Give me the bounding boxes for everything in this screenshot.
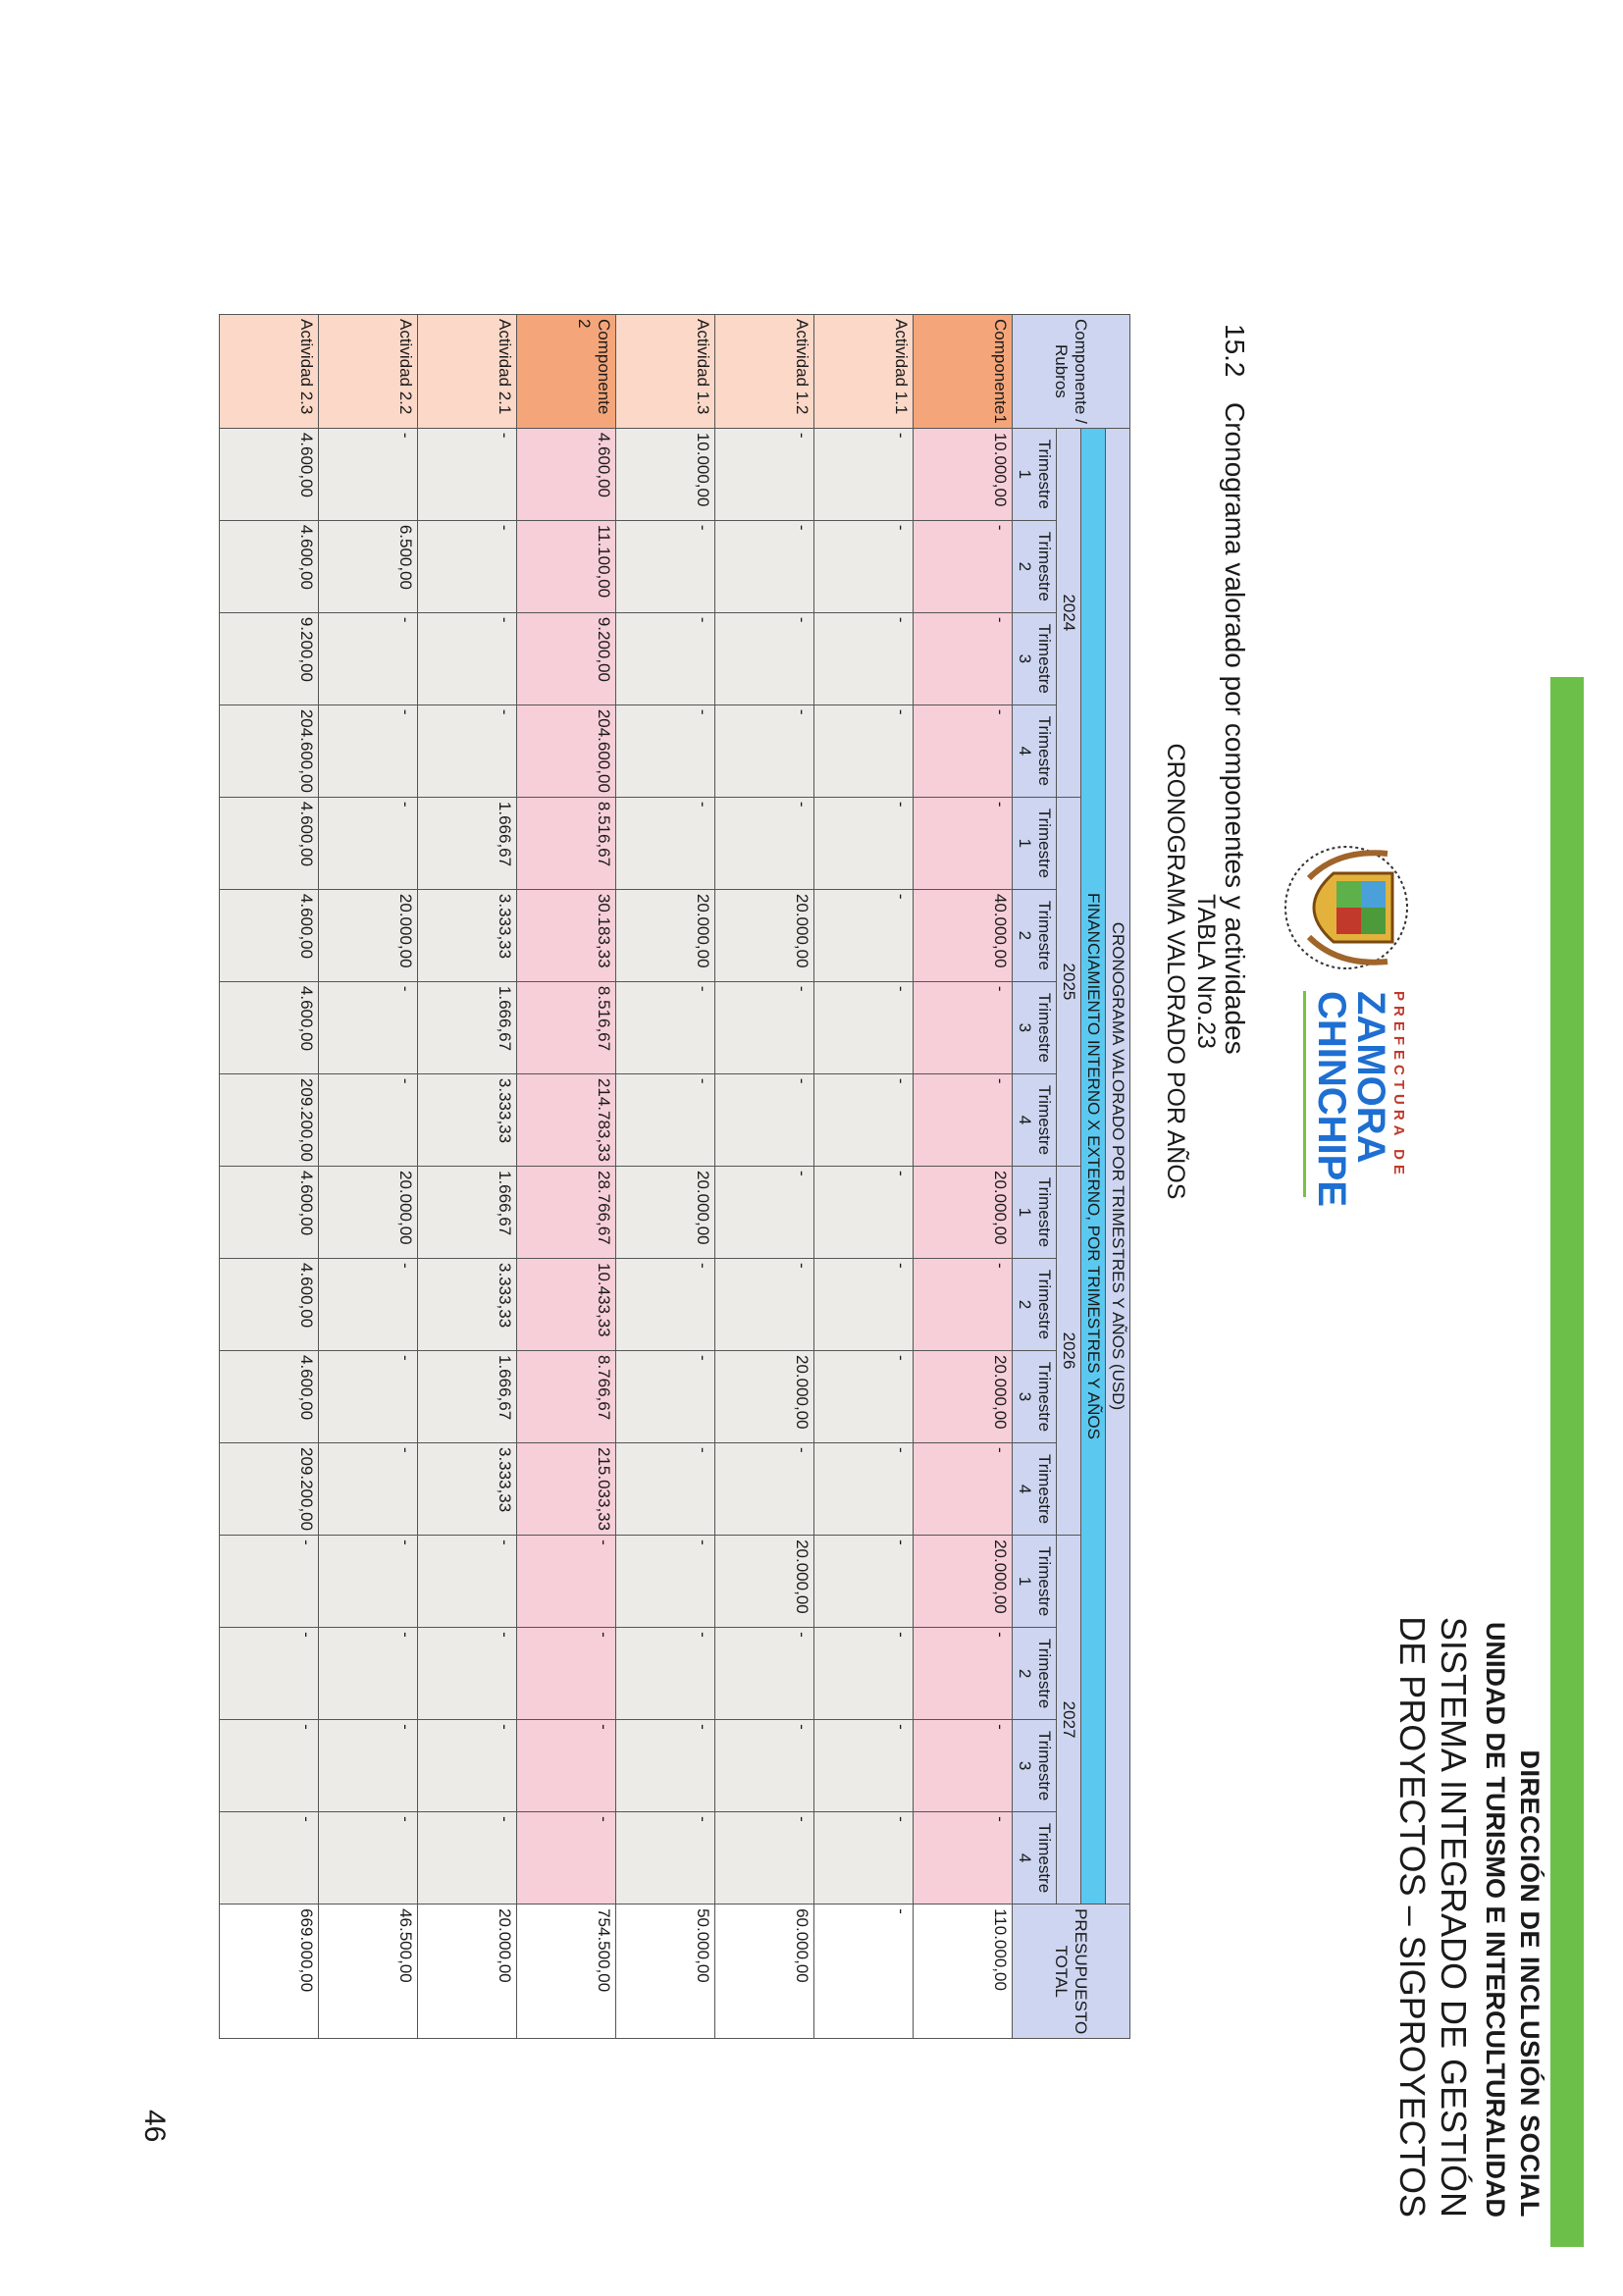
value-cell: - [517,1720,616,1812]
value-cell: - [220,1628,319,1720]
quarter-header: Trimestre 3 [1013,1351,1057,1443]
value-cell: 20.000,00 [914,1536,1013,1628]
row-label: Componente 2 [517,315,616,429]
value-cell: - [715,1628,814,1720]
value-cell: - [616,612,715,704]
table-row [319,315,418,2039]
value-cell: - [418,612,517,704]
year-header: 2025 [1057,797,1081,1166]
value-cell: 4.600,00 [220,889,319,981]
quarter-header: Trimestre 4 [1013,1443,1057,1536]
prefectura-logo [1250,834,1417,1207]
value-cell: 10.433,33 [517,1259,616,1351]
value-cell: - [616,1720,715,1812]
value-cell: 215.033,33 [517,1443,616,1536]
value-cell: - [418,704,517,797]
quarter-header: Trimestre 2 [1013,1259,1057,1351]
value-cell: 20.000,00 [319,1167,418,1259]
value-cell: 204.600,00 [220,704,319,797]
value-cell: 11.100,00 [517,520,616,612]
value-cell: 209.200,00 [220,1073,319,1166]
value-cell: 8.516,67 [517,797,616,889]
value-cell: - [715,981,814,1073]
value-cell: - [220,1720,319,1812]
quarter-header: Trimestre 3 [1013,981,1057,1073]
value-cell: - [319,1259,418,1351]
value-cell: - [914,704,1013,797]
value-cell: 20.000,00 [715,889,814,981]
value-cell: - [517,1536,616,1628]
value-cell: - [616,520,715,612]
value-cell: 4.600,00 [220,1351,319,1443]
value-cell: - [418,1628,517,1720]
value-cell: - [715,704,814,797]
value-cell: - [814,704,914,797]
coat-of-arms-icon [1280,834,1417,981]
value-cell: - [814,1628,914,1720]
row-label: Actividad 1.3 [616,315,715,429]
value-cell: - [715,1443,814,1536]
value-cell: - [616,1628,715,1720]
value-cell: - [814,520,914,612]
quarter-header: Trimestre 3 [1013,612,1057,704]
header-line-2: UNIDAD DE TURISMO E INTERCULTURALIDAD [1481,1622,1510,2218]
value-cell: 10.000,00 [914,428,1013,520]
value-cell: - [319,1812,418,1905]
value-cell: - [814,1720,914,1812]
value-cell: - [814,428,914,520]
year-header: 2027 [1057,1536,1081,1905]
section-title: Cronograma valorado por componentes y actividades [1220,402,1250,1055]
value-cell: - [814,1536,914,1628]
quarter-header: Trimestre 1 [1013,797,1057,889]
value-cell: - [814,1351,914,1443]
value-cell: 3.333,33 [418,1259,517,1351]
value-cell: - [319,1536,418,1628]
total-cell: 754.500,00 [517,1905,616,2039]
value-cell: - [319,1443,418,1536]
section-heading [1219,324,1250,1055]
value-cell: - [814,889,914,981]
value-cell: - [715,520,814,612]
value-cell: - [616,1351,715,1443]
financing-band: FINANCIAMIENTO INTERNO X EXTERNO, POR TRIMESTRES Y AÑOS [1081,428,1106,1904]
value-cell: - [914,797,1013,889]
table-row [616,315,715,2039]
value-cell: - [517,1812,616,1905]
value-cell: - [616,1443,715,1536]
institution-header [1391,1354,1544,2218]
value-cell: 20.000,00 [616,1167,715,1259]
table-row [914,315,1013,2039]
table-row [418,315,517,2039]
year-header: 2024 [1057,428,1081,797]
quarter-header: Trimestre 2 [1013,520,1057,612]
total-cell: 669.000,00 [220,1905,319,2039]
value-cell: 3.333,33 [418,889,517,981]
logo-underline [1303,991,1306,1197]
value-cell: 20.000,00 [715,1536,814,1628]
value-cell: 28.766,67 [517,1167,616,1259]
logo-wordmark [1303,991,1407,1207]
value-cell: 3.333,33 [418,1073,517,1166]
value-cell: - [715,797,814,889]
value-cell: - [914,1073,1013,1166]
value-cell: 1.666,67 [418,1351,517,1443]
green-header-bar [1550,677,1584,2247]
value-cell: 20.000,00 [914,1351,1013,1443]
value-cell: - [715,1720,814,1812]
value-cell: - [319,428,418,520]
total-cell: 60.000,00 [715,1905,814,2039]
value-cell: 20.000,00 [616,889,715,981]
value-cell: - [418,1720,517,1812]
row-label: Actividad 1.1 [814,315,914,429]
value-cell: - [914,1443,1013,1536]
value-cell: - [715,612,814,704]
value-cell: - [319,797,418,889]
value-cell: 8.766,67 [517,1351,616,1443]
value-cell: - [616,1259,715,1351]
value-cell: - [220,1536,319,1628]
value-cell: - [814,1812,914,1905]
value-cell: 4.600,00 [220,1259,319,1351]
quarter-header: Trimestre 1 [1013,1167,1057,1259]
value-cell: 9.200,00 [517,612,616,704]
value-cell: 214.783,33 [517,1073,616,1166]
value-cell: - [220,1812,319,1905]
quarter-header: Trimestre 2 [1013,889,1057,981]
value-cell: 20.000,00 [319,889,418,981]
table-caption-number: TABLA Nro.23 [1192,894,1220,1049]
row-label: Actividad 2.1 [418,315,517,429]
value-cell: - [319,981,418,1073]
total-cell: 50.000,00 [616,1905,715,2039]
total-cell: - [814,1905,914,2039]
logo-name-2: CHINCHIPE [1310,991,1353,1208]
header-line-1: DIRECCIÓN DE INCLUSIÓN SOCIAL [1515,1749,1544,2218]
value-cell: 1.666,67 [418,981,517,1073]
value-cell: - [814,1073,914,1166]
row-label: Actividad 2.2 [319,315,418,429]
value-cell: - [319,1628,418,1720]
total-cell: 110.000,00 [914,1905,1013,2039]
value-cell: - [914,1812,1013,1905]
value-cell: - [418,520,517,612]
value-cell: - [914,612,1013,704]
quarter-header: Trimestre 4 [1013,704,1057,797]
year-header: 2026 [1057,1167,1081,1536]
value-cell: 4.600,00 [220,797,319,889]
table-row [814,315,914,2039]
total-cell: 20.000,00 [418,1905,517,2039]
value-cell: - [616,1536,715,1628]
value-cell: 20.000,00 [715,1351,814,1443]
value-cell: - [319,612,418,704]
row-label: Actividad 2.3 [220,315,319,429]
total-header: PRESUPUESTO TOTAL [1013,1905,1130,2039]
value-cell: - [418,428,517,520]
value-cell: - [814,612,914,704]
value-cell: 4.600,00 [220,1167,319,1259]
value-cell: 209.200,00 [220,1443,319,1536]
value-cell: - [715,1259,814,1351]
value-cell: 4.600,00 [220,520,319,612]
value-cell: - [616,1073,715,1166]
value-cell: - [715,1812,814,1905]
value-cell: - [418,1536,517,1628]
value-cell: 1.666,67 [418,1167,517,1259]
value-cell: - [616,704,715,797]
value-cell: - [319,704,418,797]
value-cell: 30.183,33 [517,889,616,981]
value-cell: - [715,1167,814,1259]
value-cell: - [914,1720,1013,1812]
value-cell: - [616,797,715,889]
page-number: 46 [138,2110,171,2143]
value-cell: 4.600,00 [220,981,319,1073]
value-cell: - [914,1628,1013,1720]
total-cell: 46.500,00 [319,1905,418,2039]
value-cell: - [616,981,715,1073]
quarter-header: Trimestre 3 [1013,1720,1057,1812]
value-cell: - [517,1628,616,1720]
value-cell: 4.600,00 [220,428,319,520]
value-cell: - [814,1167,914,1259]
table-row [715,315,814,2039]
value-cell: 3.333,33 [418,1443,517,1536]
schedule-table [219,314,1130,2039]
header-line-3: SISTEMA INTEGRADO DE GESTIÓN [1434,1616,1474,2218]
table-title: CRONOGRAMA VALORADO POR TRIMESTRES Y AÑOS (USD) [1106,428,1130,1904]
value-cell: - [616,1812,715,1905]
row-label: Componente1 [914,315,1013,429]
quarter-header: Trimestre 1 [1013,428,1057,520]
value-cell: - [814,797,914,889]
table-row [517,315,616,2039]
logo-name-1: ZAMORA [1349,991,1392,1164]
value-cell: 6.500,00 [319,520,418,612]
value-cell: 40.000,00 [914,889,1013,981]
value-cell: - [715,428,814,520]
value-cell: - [914,520,1013,612]
value-cell: - [715,1073,814,1166]
section-number: 15.2 [1220,324,1250,378]
value-cell: 1.666,67 [418,797,517,889]
rubro-header: Componente / Rubros [1013,315,1130,429]
table-row [220,315,319,2039]
value-cell: 4.600,00 [517,428,616,520]
value-cell: 20.000,00 [914,1167,1013,1259]
logo-prefix: PREFECTURA DE [1390,991,1407,1179]
value-cell: 10.000,00 [616,428,715,520]
value-cell: - [418,1812,517,1905]
value-cell: - [319,1351,418,1443]
quarter-header: Trimestre 4 [1013,1812,1057,1905]
value-cell: - [319,1720,418,1812]
quarter-header: Trimestre 4 [1013,1073,1057,1166]
row-label: Actividad 1.2 [715,315,814,429]
value-cell: - [319,1073,418,1166]
table-caption [1160,324,1221,1619]
value-cell: 204.600,00 [517,704,616,797]
value-cell: 8.516,67 [517,981,616,1073]
value-cell: 9.200,00 [220,612,319,704]
value-cell: - [814,1443,914,1536]
table-caption-title: CRONOGRAMA VALORADO POR AÑOS [1162,743,1189,1200]
value-cell: - [914,981,1013,1073]
value-cell: - [814,1259,914,1351]
quarter-header: Trimestre 1 [1013,1536,1057,1628]
header-line-4: DE PROYECTOS – SIGPROYECTOS [1392,1616,1433,2218]
value-cell: - [914,1259,1013,1351]
value-cell: - [814,981,914,1073]
quarter-header: Trimestre 2 [1013,1628,1057,1720]
